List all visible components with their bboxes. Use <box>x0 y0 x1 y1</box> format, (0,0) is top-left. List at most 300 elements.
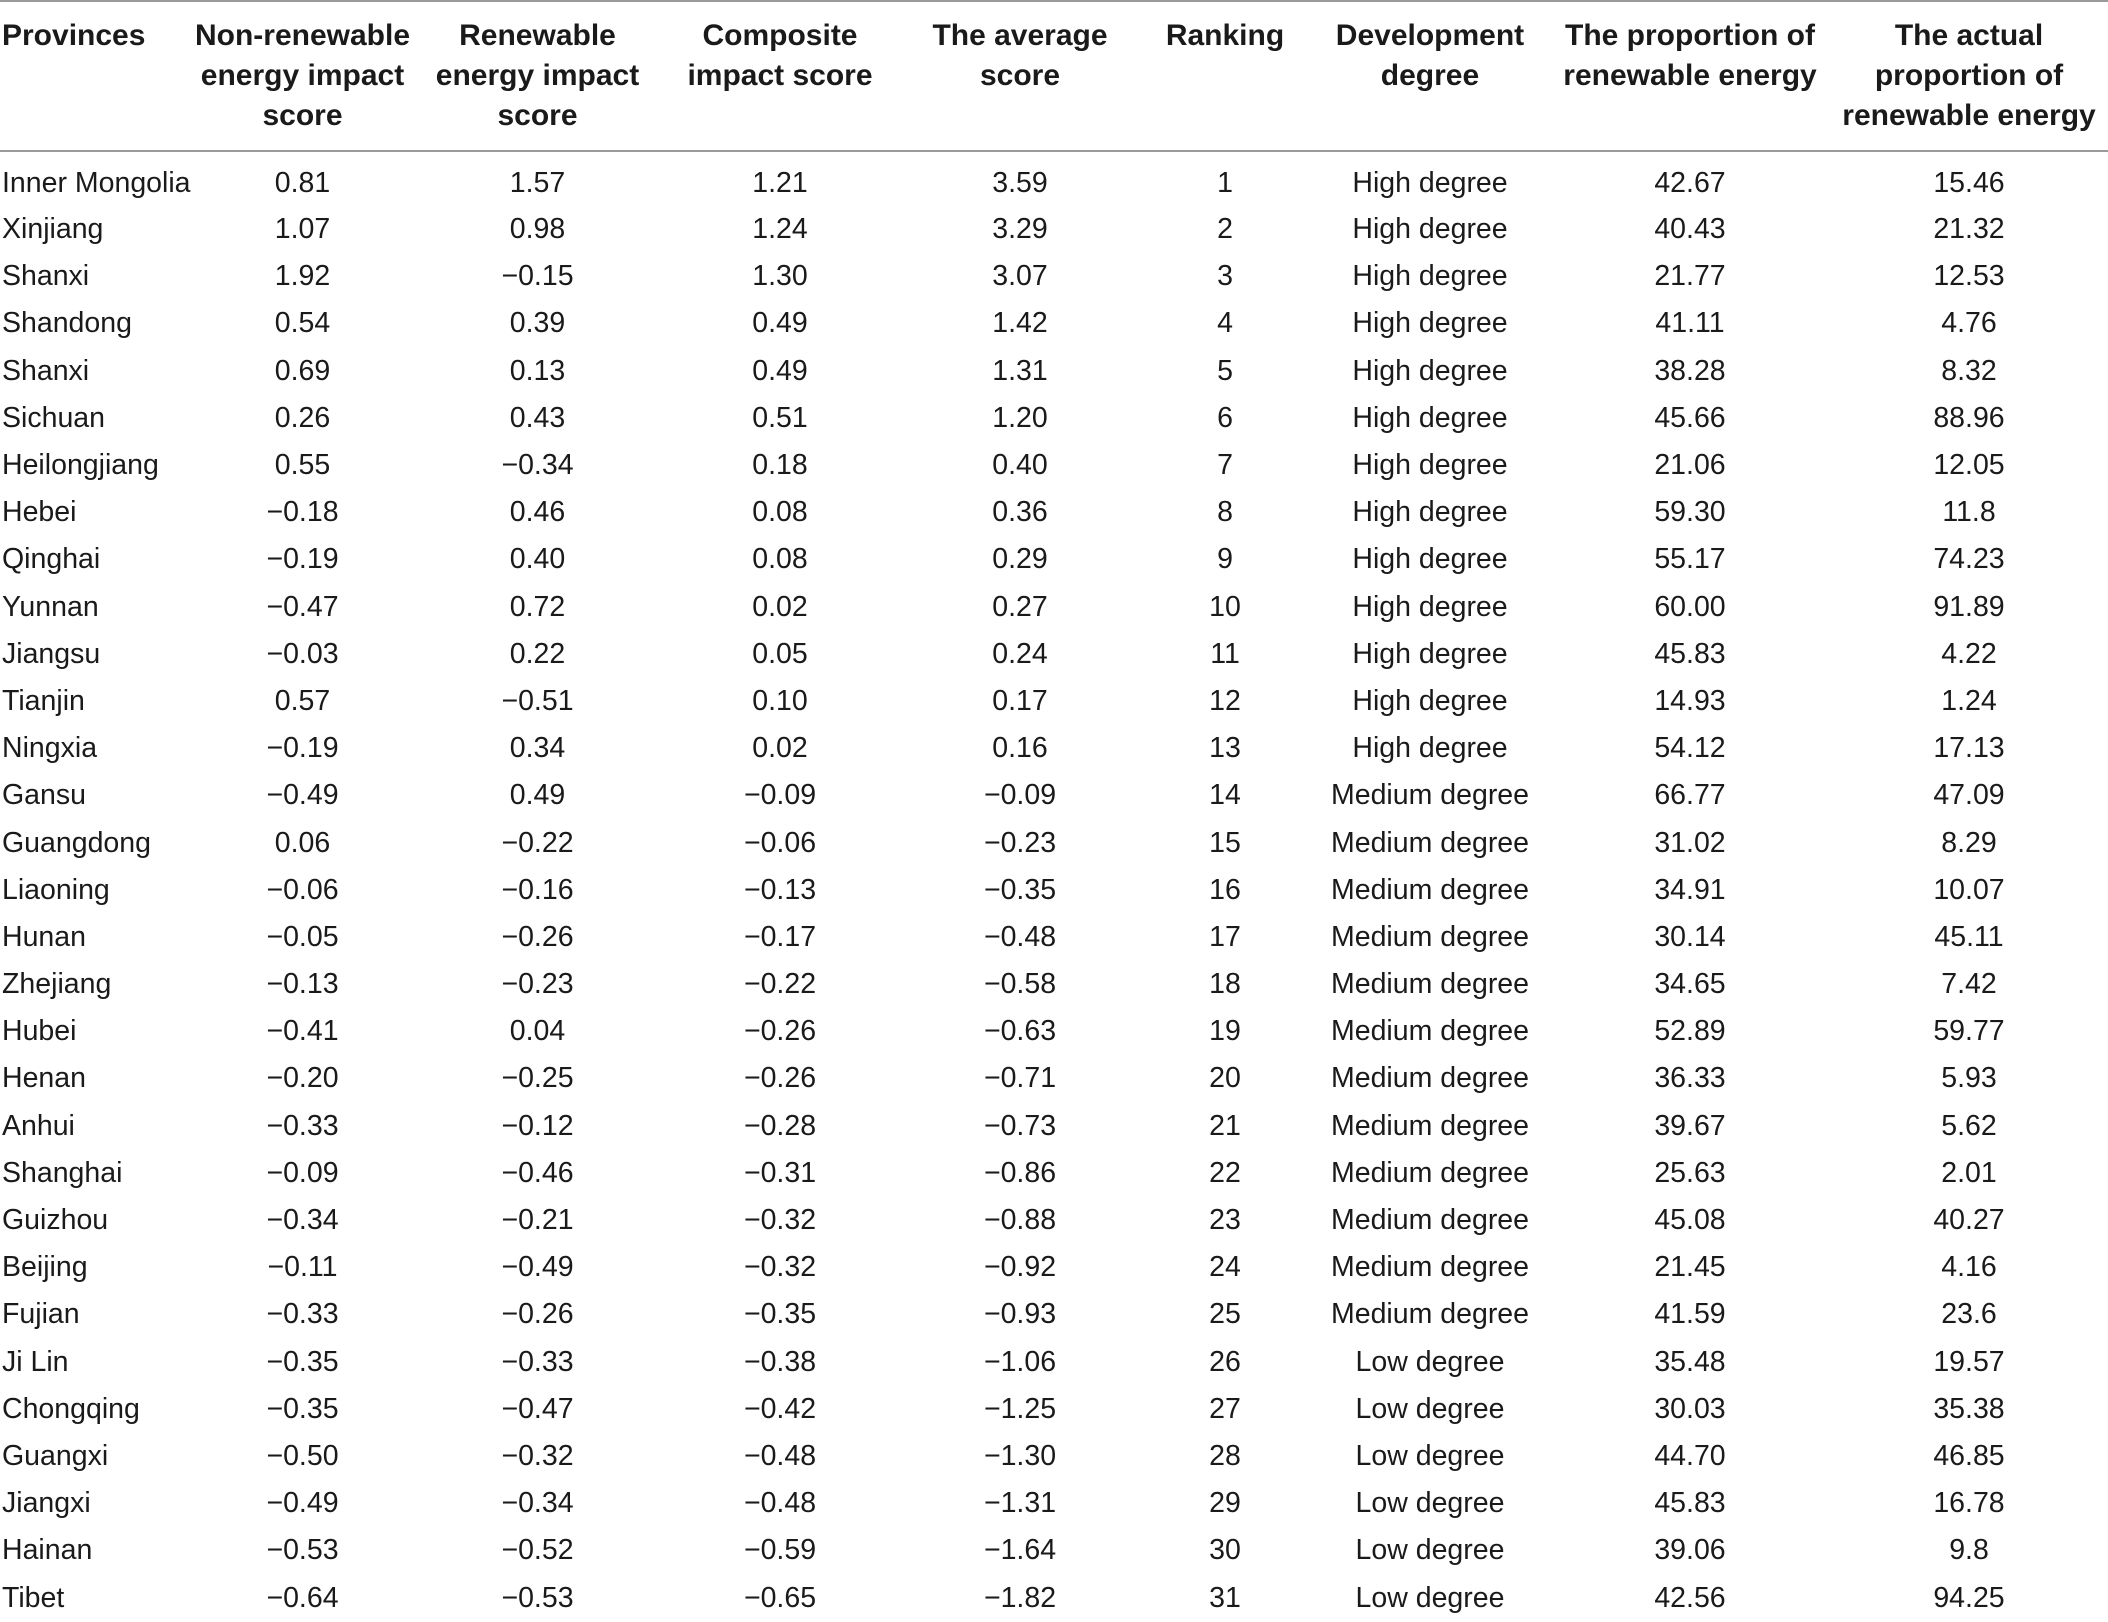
cell-province: Inner Mongolia <box>2 166 191 199</box>
column-header-composite-score: Composite impact score <box>687 19 873 92</box>
cell-development-degree: High degree <box>1352 354 1508 387</box>
table-row <box>0 253 2108 300</box>
cell-composite-score: −0.48 <box>743 1487 817 1520</box>
cell-average-score: −0.86 <box>983 1156 1057 1189</box>
cell-ranking: 6 <box>1217 401 1233 434</box>
table-row <box>0 584 2108 631</box>
cell-renewable-proportion: 14.93 <box>1654 684 1726 717</box>
cell-development-degree: High degree <box>1352 401 1508 434</box>
cell-ranking: 23 <box>1209 1204 1241 1237</box>
cell-province: Beijing <box>2 1251 88 1284</box>
cell-actual-renewable-proportion: 19.57 <box>1933 1345 2005 1378</box>
cell-ranking: 18 <box>1209 968 1241 1001</box>
cell-renewable-score: 1.57 <box>509 166 566 199</box>
cell-development-degree: High degree <box>1352 496 1508 529</box>
table-row <box>0 442 2108 489</box>
cell-average-score: 3.29 <box>992 213 1048 246</box>
cell-province: Shanxi <box>2 260 90 293</box>
cell-average-score: 0.24 <box>992 637 1048 670</box>
cell-actual-renewable-proportion: 10.07 <box>1933 873 2005 906</box>
cell-composite-score: −0.65 <box>743 1581 817 1614</box>
cell-actual-renewable-proportion: 8.32 <box>1941 354 1997 387</box>
cell-non-renewable-score: −0.11 <box>267 1251 338 1284</box>
table-row <box>0 1480 2108 1527</box>
cell-renewable-proportion: 55.17 <box>1654 543 1726 576</box>
cell-renewable-score: 0.43 <box>509 401 566 434</box>
cell-ranking: 11 <box>1210 637 1240 670</box>
column-header-renewable-score: Renewable energy impact score <box>435 19 640 132</box>
cell-development-degree: Medium degree <box>1330 873 1530 906</box>
cell-composite-score: −0.26 <box>743 1015 817 1048</box>
cell-ranking: 13 <box>1209 732 1241 765</box>
table-row <box>0 1386 2108 1433</box>
cell-renewable-proportion: 39.06 <box>1654 1534 1726 1567</box>
column-header-average-score: The average score <box>932 19 1108 92</box>
cell-renewable-proportion: 31.02 <box>1654 826 1726 859</box>
cell-renewable-proportion: 41.59 <box>1654 1298 1726 1331</box>
cell-ranking: 10 <box>1209 590 1241 623</box>
cell-non-renewable-score: 0.26 <box>274 401 331 434</box>
cell-development-degree: High degree <box>1352 637 1508 670</box>
cell-province: Chongqing <box>2 1392 140 1425</box>
cell-development-degree: Low degree <box>1355 1345 1505 1378</box>
cell-province: Qinghai <box>2 543 101 576</box>
cell-renewable-proportion: 40.43 <box>1654 213 1726 246</box>
cell-ranking: 30 <box>1209 1534 1241 1567</box>
cell-renewable-proportion: 34.65 <box>1654 968 1726 1001</box>
cell-average-score: −1.06 <box>983 1345 1057 1378</box>
cell-non-renewable-score: −0.47 <box>266 590 339 623</box>
cell-composite-score: 0.02 <box>752 590 808 623</box>
cell-actual-renewable-proportion: 21.32 <box>1933 213 2005 246</box>
table-body <box>0 151 2108 1622</box>
cell-ranking: 8 <box>1217 496 1233 529</box>
table-row <box>0 1244 2108 1291</box>
cell-development-degree: High degree <box>1352 732 1508 765</box>
cell-development-degree: Low degree <box>1355 1487 1505 1520</box>
cell-renewable-score: −0.16 <box>501 873 574 906</box>
cell-average-score: −1.31 <box>983 1487 1057 1520</box>
cell-non-renewable-score: −0.05 <box>266 920 339 953</box>
cell-average-score: 1.20 <box>992 401 1048 434</box>
cell-development-degree: High degree <box>1352 260 1508 293</box>
cell-composite-score: 0.49 <box>752 307 808 340</box>
cell-non-renewable-score: −0.20 <box>266 1062 339 1095</box>
cell-renewable-proportion: 44.70 <box>1654 1439 1726 1472</box>
cell-ranking: 5 <box>1217 354 1233 387</box>
table-row <box>0 1527 2108 1574</box>
cell-actual-renewable-proportion: 74.23 <box>1933 543 2005 576</box>
cell-composite-score: −0.26 <box>743 1062 817 1095</box>
cell-actual-renewable-proportion: 4.16 <box>1941 1251 1997 1284</box>
cell-non-renewable-score: 1.07 <box>274 213 331 246</box>
cell-renewable-score: −0.34 <box>501 449 574 482</box>
cell-renewable-score: −0.53 <box>501 1581 574 1614</box>
cell-non-renewable-score: −0.33 <box>266 1298 339 1331</box>
cell-non-renewable-score: −0.06 <box>266 873 339 906</box>
cell-renewable-proportion: 52.89 <box>1654 1015 1726 1048</box>
cell-ranking: 19 <box>1209 1015 1241 1048</box>
cell-actual-renewable-proportion: 8.29 <box>1941 826 1997 859</box>
cell-province: Liaoning <box>2 873 110 906</box>
cell-actual-renewable-proportion: 47.09 <box>1933 779 2005 812</box>
cell-average-score: 1.42 <box>992 307 1048 340</box>
cell-composite-score: 0.49 <box>752 354 808 387</box>
table-row <box>0 300 2108 347</box>
table-row <box>0 489 2108 536</box>
cell-actual-renewable-proportion: 12.53 <box>1933 260 2005 293</box>
cell-development-degree: Medium degree <box>1330 920 1530 953</box>
cell-non-renewable-score: −0.19 <box>266 732 339 765</box>
table-row <box>0 395 2108 442</box>
cell-province: Fujian <box>2 1298 80 1331</box>
cell-ranking: 16 <box>1209 873 1241 906</box>
cell-non-renewable-score: −0.53 <box>266 1534 339 1567</box>
cell-composite-score: 1.21 <box>752 166 808 199</box>
cell-ranking: 29 <box>1209 1487 1241 1520</box>
cell-ranking: 24 <box>1209 1251 1241 1284</box>
cell-renewable-score: 0.04 <box>509 1015 566 1048</box>
cell-renewable-score: −0.52 <box>501 1534 574 1567</box>
cell-actual-renewable-proportion: 23.6 <box>1941 1298 1997 1331</box>
cell-actual-renewable-proportion: 12.05 <box>1933 449 2005 482</box>
cell-development-degree: High degree <box>1352 590 1508 623</box>
cell-province: Shanxi <box>2 354 90 387</box>
cell-average-score: −0.23 <box>983 826 1057 859</box>
cell-renewable-proportion: 45.83 <box>1654 1487 1726 1520</box>
cell-actual-renewable-proportion: 16.78 <box>1933 1487 2005 1520</box>
cell-composite-score: −0.35 <box>743 1298 817 1331</box>
cell-non-renewable-score: 0.81 <box>274 166 331 199</box>
cell-non-renewable-score: −0.34 <box>266 1204 339 1237</box>
cell-average-score: −0.93 <box>983 1298 1057 1331</box>
cell-renewable-proportion: 45.83 <box>1654 637 1726 670</box>
table-row <box>0 914 2108 961</box>
cell-actual-renewable-proportion: 7.42 <box>1941 968 1997 1001</box>
table-row <box>0 1291 2108 1338</box>
table-row <box>0 151 2108 206</box>
cell-development-degree: Medium degree <box>1330 968 1530 1001</box>
cell-composite-score: −0.38 <box>743 1345 817 1378</box>
table-row <box>0 725 2108 772</box>
cell-composite-score: 0.10 <box>752 684 808 717</box>
cell-average-score: −1.25 <box>983 1392 1057 1425</box>
cell-renewable-score: −0.33 <box>501 1345 574 1378</box>
cell-average-score: −0.88 <box>983 1204 1057 1237</box>
cell-average-score: −0.48 <box>983 920 1057 953</box>
cell-average-score: −0.63 <box>983 1015 1057 1048</box>
cell-development-degree: High degree <box>1352 543 1508 576</box>
cell-ranking: 27 <box>1209 1392 1241 1425</box>
cell-renewable-proportion: 34.91 <box>1654 873 1726 906</box>
cell-ranking: 17 <box>1209 920 1241 953</box>
cell-composite-score: 1.30 <box>752 260 808 293</box>
cell-non-renewable-score: 0.54 <box>274 307 331 340</box>
cell-development-degree: Medium degree <box>1330 1204 1530 1237</box>
cell-development-degree: Low degree <box>1355 1439 1505 1472</box>
cell-province: Hubei <box>2 1015 77 1048</box>
column-header-ranking: Ranking <box>1165 19 1285 52</box>
table-row <box>0 1433 2108 1480</box>
table-row <box>0 1103 2108 1150</box>
cell-composite-score: −0.22 <box>743 968 817 1001</box>
cell-ranking: 20 <box>1209 1062 1241 1095</box>
cell-renewable-score: −0.12 <box>501 1109 574 1142</box>
cell-actual-renewable-proportion: 5.93 <box>1941 1062 1997 1095</box>
cell-development-degree: Medium degree <box>1330 1062 1530 1095</box>
cell-actual-renewable-proportion: 4.22 <box>1941 637 1997 670</box>
cell-province: Shanghai <box>2 1156 123 1189</box>
table-row <box>0 678 2108 725</box>
cell-renewable-score: 0.13 <box>509 354 566 387</box>
column-header-development-degree: Development degree <box>1335 19 1525 92</box>
cell-development-degree: High degree <box>1352 213 1508 246</box>
cell-average-score: −0.71 <box>983 1062 1057 1095</box>
table-row <box>0 1008 2108 1055</box>
cell-average-score: −0.09 <box>983 779 1057 812</box>
cell-province: Shandong <box>2 307 132 340</box>
table-row <box>0 867 2108 914</box>
cell-renewable-proportion: 42.67 <box>1654 166 1726 199</box>
cell-province: Ningxia <box>2 732 98 765</box>
cell-average-score: 0.40 <box>992 449 1048 482</box>
cell-composite-score: −0.09 <box>743 779 817 812</box>
cell-renewable-score: −0.21 <box>501 1204 574 1237</box>
cell-actual-renewable-proportion: 46.85 <box>1933 1439 2005 1472</box>
cell-average-score: 1.31 <box>992 354 1048 387</box>
cell-renewable-proportion: 41.11 <box>1655 307 1725 340</box>
cell-average-score: 0.16 <box>992 732 1048 765</box>
cell-composite-score: −0.17 <box>743 920 817 953</box>
cell-average-score: −0.58 <box>983 968 1057 1001</box>
cell-development-degree: High degree <box>1352 684 1508 717</box>
cell-average-score: 0.29 <box>992 543 1048 576</box>
cell-average-score: 3.07 <box>992 260 1048 293</box>
cell-non-renewable-score: −0.19 <box>266 543 339 576</box>
cell-renewable-proportion: 39.67 <box>1654 1109 1726 1142</box>
cell-composite-score: 0.18 <box>752 449 808 482</box>
cell-renewable-score: 0.40 <box>509 543 566 576</box>
cell-renewable-proportion: 21.06 <box>1654 449 1726 482</box>
cell-ranking: 15 <box>1209 826 1241 859</box>
header-row <box>0 1 2108 151</box>
cell-renewable-score: 0.98 <box>509 213 566 246</box>
cell-actual-renewable-proportion: 1.24 <box>1941 684 1997 717</box>
cell-actual-renewable-proportion: 9.8 <box>1949 1534 1989 1567</box>
cell-average-score: 3.59 <box>992 166 1048 199</box>
cell-province: Tianjin <box>2 684 85 717</box>
cell-actual-renewable-proportion: 35.38 <box>1933 1392 2005 1425</box>
cell-province: Hunan <box>2 920 86 953</box>
cell-actual-renewable-proportion: 17.13 <box>1933 732 2005 765</box>
cell-actual-renewable-proportion: 15.46 <box>1933 166 2005 199</box>
cell-renewable-proportion: 25.63 <box>1654 1156 1726 1189</box>
cell-ranking: 2 <box>1217 213 1233 246</box>
cell-actual-renewable-proportion: 2.01 <box>1941 1156 1997 1189</box>
column-header-renewable-proportion: The proportion of renewable energy <box>1563 19 1817 92</box>
cell-development-degree: High degree <box>1352 166 1508 199</box>
cell-renewable-score: −0.26 <box>501 1298 574 1331</box>
column-header-provinces: Provinces <box>2 19 146 52</box>
cell-renewable-score: −0.32 <box>501 1439 574 1472</box>
cell-renewable-proportion: 60.00 <box>1654 590 1726 623</box>
cell-development-degree: Low degree <box>1355 1392 1505 1425</box>
cell-province: Jiangxi <box>2 1487 91 1520</box>
cell-renewable-score: −0.26 <box>501 920 574 953</box>
cell-ranking: 1 <box>1217 166 1233 199</box>
cell-province: Yunnan <box>2 590 99 623</box>
cell-development-degree: High degree <box>1352 307 1508 340</box>
cell-actual-renewable-proportion: 11.8 <box>1942 496 1996 529</box>
cell-non-renewable-score: −0.41 <box>266 1015 339 1048</box>
cell-province: Hainan <box>2 1534 93 1567</box>
cell-ranking: 3 <box>1217 260 1233 293</box>
cell-province: Xinjiang <box>2 213 104 246</box>
cell-renewable-proportion: 45.66 <box>1654 401 1726 434</box>
cell-ranking: 4 <box>1217 307 1233 340</box>
cell-renewable-proportion: 36.33 <box>1654 1062 1726 1095</box>
table-row <box>0 1197 2108 1244</box>
cell-renewable-score: 0.72 <box>509 590 566 623</box>
cell-renewable-proportion: 66.77 <box>1654 779 1726 812</box>
cell-non-renewable-score: 0.57 <box>274 684 331 717</box>
cell-development-degree: Medium degree <box>1330 1251 1530 1284</box>
cell-renewable-proportion: 21.45 <box>1654 1251 1726 1284</box>
cell-renewable-score: 0.49 <box>509 779 566 812</box>
cell-province: Gansu <box>2 779 86 812</box>
cell-province: Anhui <box>2 1109 75 1142</box>
cell-composite-score: 0.08 <box>752 496 808 529</box>
cell-province: Jiangsu <box>2 637 101 670</box>
table-row <box>0 1574 2108 1621</box>
cell-ranking: 9 <box>1217 543 1233 576</box>
cell-province: Guangdong <box>2 826 151 859</box>
cell-renewable-proportion: 38.28 <box>1654 354 1726 387</box>
cell-renewable-score: 0.34 <box>509 732 566 765</box>
cell-non-renewable-score: −0.50 <box>266 1439 339 1472</box>
cell-renewable-score: −0.49 <box>501 1251 574 1284</box>
cell-ranking: 7 <box>1217 449 1233 482</box>
cell-development-degree: Medium degree <box>1330 1109 1530 1142</box>
cell-non-renewable-score: −0.49 <box>266 1487 339 1520</box>
cell-renewable-score: −0.47 <box>501 1392 574 1425</box>
cell-development-degree: Medium degree <box>1330 1156 1530 1189</box>
cell-renewable-proportion: 45.08 <box>1654 1204 1726 1237</box>
cell-composite-score: −0.06 <box>743 826 817 859</box>
cell-composite-score: −0.48 <box>743 1439 817 1472</box>
table-header <box>0 1 2108 151</box>
cell-composite-score: 0.08 <box>752 543 808 576</box>
cell-renewable-proportion: 54.12 <box>1654 732 1726 765</box>
cell-actual-renewable-proportion: 94.25 <box>1933 1581 2005 1614</box>
cell-renewable-score: 0.39 <box>509 307 566 340</box>
cell-non-renewable-score: −0.49 <box>266 779 339 812</box>
cell-non-renewable-score: 0.06 <box>274 826 331 859</box>
cell-renewable-proportion: 30.14 <box>1654 920 1726 953</box>
table-row <box>0 631 2108 678</box>
cell-average-score: −0.35 <box>983 873 1057 906</box>
cell-actual-renewable-proportion: 91.89 <box>1933 590 2005 623</box>
cell-province: Hebei <box>2 496 77 529</box>
cell-development-degree: Medium degree <box>1330 826 1530 859</box>
cell-renewable-score: −0.15 <box>501 260 574 293</box>
cell-development-degree: High degree <box>1352 449 1508 482</box>
cell-non-renewable-score: 0.69 <box>274 354 331 387</box>
cell-actual-renewable-proportion: 88.96 <box>1933 401 2005 434</box>
cell-composite-score: 0.05 <box>752 637 808 670</box>
cell-province: Sichuan <box>2 401 105 434</box>
cell-non-renewable-score: 1.92 <box>274 260 331 293</box>
cell-province: Henan <box>2 1062 86 1095</box>
cell-development-degree: Low degree <box>1355 1581 1505 1614</box>
cell-composite-score: −0.32 <box>743 1251 817 1284</box>
cell-development-degree: Medium degree <box>1330 779 1530 812</box>
cell-average-score: −0.73 <box>983 1109 1057 1142</box>
cell-average-score: 0.27 <box>992 590 1048 623</box>
cell-average-score: −0.92 <box>983 1251 1057 1284</box>
cell-non-renewable-score: −0.18 <box>266 496 339 529</box>
cell-renewable-score: −0.23 <box>501 968 574 1001</box>
cell-province: Heilongjiang <box>2 449 159 482</box>
cell-average-score: 0.17 <box>992 684 1048 717</box>
cell-ranking: 21 <box>1209 1109 1241 1142</box>
cell-renewable-proportion: 42.56 <box>1654 1581 1726 1614</box>
cell-actual-renewable-proportion: 4.76 <box>1941 307 1997 340</box>
cell-composite-score: 0.02 <box>752 732 808 765</box>
cell-composite-score: −0.42 <box>743 1392 817 1425</box>
cell-province: Ji Lin <box>2 1345 69 1378</box>
cell-ranking: 31 <box>1209 1581 1241 1614</box>
cell-ranking: 12 <box>1209 684 1241 717</box>
cell-development-degree: Low degree <box>1355 1534 1505 1567</box>
cell-non-renewable-score: −0.35 <box>266 1392 339 1425</box>
cell-actual-renewable-proportion: 59.77 <box>1933 1015 2005 1048</box>
table-row <box>0 1055 2108 1102</box>
cell-renewable-proportion: 21.77 <box>1654 260 1726 293</box>
cell-ranking: 26 <box>1209 1345 1241 1378</box>
cell-province: Zhejiang <box>2 968 112 1001</box>
cell-composite-score: −0.13 <box>743 873 817 906</box>
cell-development-degree: Medium degree <box>1330 1298 1530 1331</box>
table-row <box>0 961 2108 1008</box>
cell-renewable-score: 0.46 <box>509 496 566 529</box>
cell-non-renewable-score: −0.35 <box>266 1345 339 1378</box>
table-row <box>0 206 2108 253</box>
cell-non-renewable-score: −0.13 <box>266 968 339 1001</box>
cell-ranking: 25 <box>1209 1298 1241 1331</box>
table-row <box>0 348 2108 395</box>
cell-average-score: −1.82 <box>983 1581 1057 1614</box>
cell-development-degree: Medium degree <box>1330 1015 1530 1048</box>
cell-ranking: 22 <box>1209 1156 1241 1189</box>
cell-non-renewable-score: 0.55 <box>274 449 331 482</box>
cell-composite-score: −0.28 <box>743 1109 817 1142</box>
cell-renewable-proportion: 59.30 <box>1654 496 1726 529</box>
cell-renewable-score: −0.34 <box>501 1487 574 1520</box>
cell-composite-score: −0.31 <box>743 1156 817 1189</box>
column-header-non-renewable-score: Non-renewable energy impact score <box>194 19 411 132</box>
table-row <box>0 772 2108 819</box>
cell-renewable-score: −0.25 <box>501 1062 574 1095</box>
cell-average-score: −1.64 <box>983 1534 1057 1567</box>
cell-renewable-score: −0.51 <box>501 684 574 717</box>
cell-province: Guangxi <box>2 1439 109 1472</box>
cell-renewable-score: −0.46 <box>501 1156 574 1189</box>
cell-non-renewable-score: −0.33 <box>266 1109 339 1142</box>
table-row <box>0 536 2108 583</box>
cell-non-renewable-score: −0.64 <box>266 1581 339 1614</box>
cell-non-renewable-score: −0.03 <box>266 637 339 670</box>
